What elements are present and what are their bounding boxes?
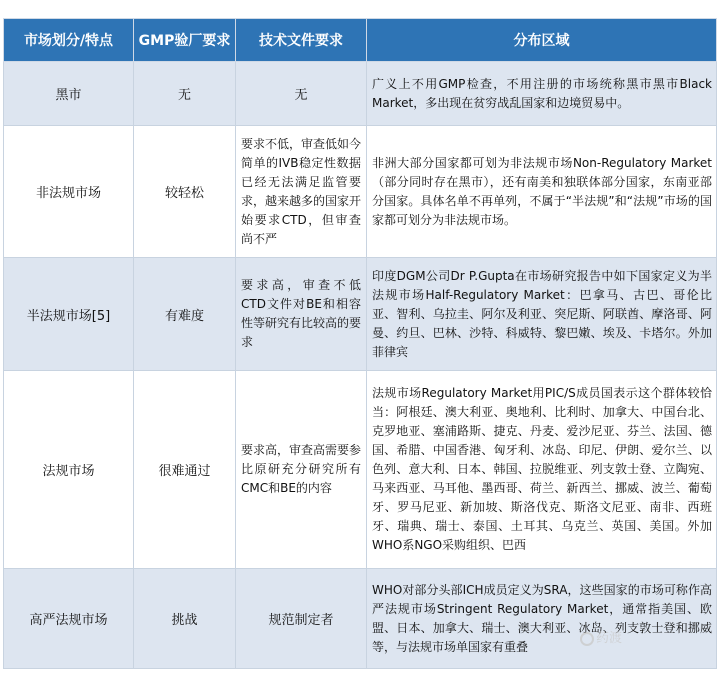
tech-cell: 无 (236, 62, 367, 126)
tech-cell: 要求高，审查不低CTD文件对BE和相容性等研究有比较高的要求 (236, 258, 367, 371)
tech-cell: 要求高，审查高需要参比原研充分研究所有CMC和BE的内容 (236, 371, 367, 569)
tech-cell: 要求不低，审查低如今简单的IVB稳定性数据已经无法满足监管要求，越来越多的国家开始要求CTD，但审查尚不严 (236, 126, 367, 258)
gmp-cell: 较轻松 (134, 126, 236, 258)
regulatory-market-table (3, 18, 717, 669)
region-cell: 法规市场Regulatory Market用PIC/S成员国表示这个群体较恰当：阿根廷、澳大利亚、奥地利、比利时、加拿大、中国台北、克罗地亚、塞浦路斯、捷克、丹麦、爱沙尼亚、芬兰、法国、德国、希腊、中国香港、匈牙利、冰岛、印尼、伊朗、爱尔兰、以色列、意大利、日本、韩国、拉脱维亚、列支敦士登、立陶宛、马来西亚、马耳他、墨西哥、荷兰、新西兰、挪威、波兰、葡萄牙、罗马尼亚、新加坡、斯洛伐克、斯洛文尼亚、南非、西班牙、瑞典、瑞士、泰国、土耳其、乌克兰、英国、美国。外加WHO系NGO采购组织、巴西 (367, 371, 717, 569)
market-cell: 黑市 (4, 62, 134, 126)
table-row (4, 569, 717, 669)
gmp-cell: 挑战 (134, 569, 236, 669)
header-tech: 技术文件要求 (236, 19, 367, 62)
region-cell: WHO对部分头部ICH成员定义为SRA，这些国家的市场可称作高严法规市场Stringent Regulatory Market，通常指美国、欧盟、日本、加拿大、瑞士、澳大利亚、冰岛、列支敦士登和挪威等，与法规市场单国家有重叠 (367, 569, 717, 669)
table-row (4, 258, 717, 371)
header-market: 市场划分/特点 (4, 19, 134, 62)
region-cell: 印度DGM公司Dr P.Gupta在市场研究报告中如下国家定义为半法规市场Half-Regulatory Market：巴拿马、古巴、哥伦比亚、智利、乌拉圭、阿尔及利亚、突尼斯、阿联酋、摩洛哥、阿曼、约旦、巴林、沙特、科威特、黎巴嫩、埃及、卡塔尔。外加菲律宾 (367, 258, 717, 371)
watermark-logo-icon (580, 632, 594, 646)
region-cell: 非洲大部分国家都可划为非法规市场Non-Regulatory Market（部分同时存在黑市），还有南美和独联体部分国家，东南亚部分国家。具体名单不再单列，不属于“半法规”和“法规”市场的国家都可划分为非法规市场。 (367, 126, 717, 258)
region-cell: 广义上不用GMP检查，不用注册的市场统称黑市黑市Black Market，多出现在贫穷战乱国家和边境贸易中。 (367, 62, 717, 126)
gmp-cell: 有难度 (134, 258, 236, 371)
gmp-cell: 很难通过 (134, 371, 236, 569)
watermark (580, 627, 650, 651)
header-row (4, 19, 717, 62)
market-cell: 非法规市场 (4, 126, 134, 258)
table-row (4, 62, 717, 126)
watermark-text: 药渡 (596, 631, 623, 646)
table-row (4, 126, 717, 258)
market-cell: 高严法规市场 (4, 569, 134, 669)
header-region: 分布区域 (367, 19, 717, 62)
market-cell: 半法规市场[5] (4, 258, 134, 371)
gmp-cell: 无 (134, 62, 236, 126)
tech-cell: 规范制定者 (236, 569, 367, 669)
header-gmp: GMP验厂要求 (134, 19, 236, 62)
table-row (4, 371, 717, 569)
market-cell: 法规市场 (4, 371, 134, 569)
